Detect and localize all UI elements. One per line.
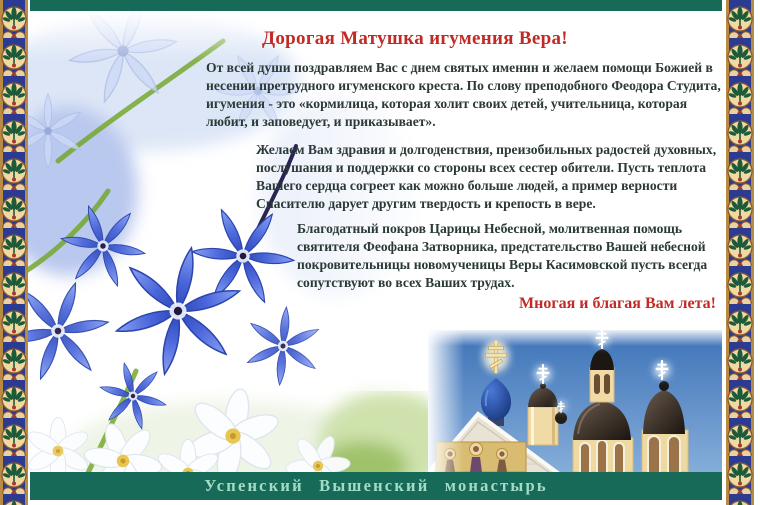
closing-wish: Многая и благая Вам лета! bbox=[519, 295, 716, 312]
top-green-bar bbox=[30, 0, 722, 11]
monastery-name: Успенский Вышенский монастырь bbox=[204, 476, 548, 495]
greeting-title: Дорогая Матушка игумения Вера! bbox=[262, 28, 568, 49]
ornament-border-right bbox=[726, 0, 754, 505]
greeting-paragraph-3: Благодатный покров Царицы Небесной, молитвенная помощь святителя Феофана Затворника, предстательство Вашей небесной покровительницы новомученицы Веры Касимовской пусть всегда сопутствуют во всех Ваших трудах. bbox=[297, 221, 708, 290]
church-photo bbox=[428, 330, 722, 472]
church-tiny-dome bbox=[555, 412, 567, 424]
greeting-paragraph-1: От всей души поздравляем Вас с днем святых именин и желаем помощи Божией в несении претрудного игуменского креста. По слову преподобного Феодора Студита, игумения - это «кормилица, которая холит своих детей, учительница, которая любит, и заповедует, и приказывает». bbox=[206, 60, 721, 129]
greeting-paragraph-2: Желаем Вам здравия и долгоденствия, преизобильных радостей духовных, послушания и поддержки со стороны всех сестер обители. Пусть теплота Вашего сердца согреет как можно больше людей, а пример верности Спасителю дарует другим твердость и крепость в вере. bbox=[256, 142, 717, 211]
footer-banner bbox=[30, 472, 722, 500]
ornament-border-left bbox=[0, 0, 28, 505]
